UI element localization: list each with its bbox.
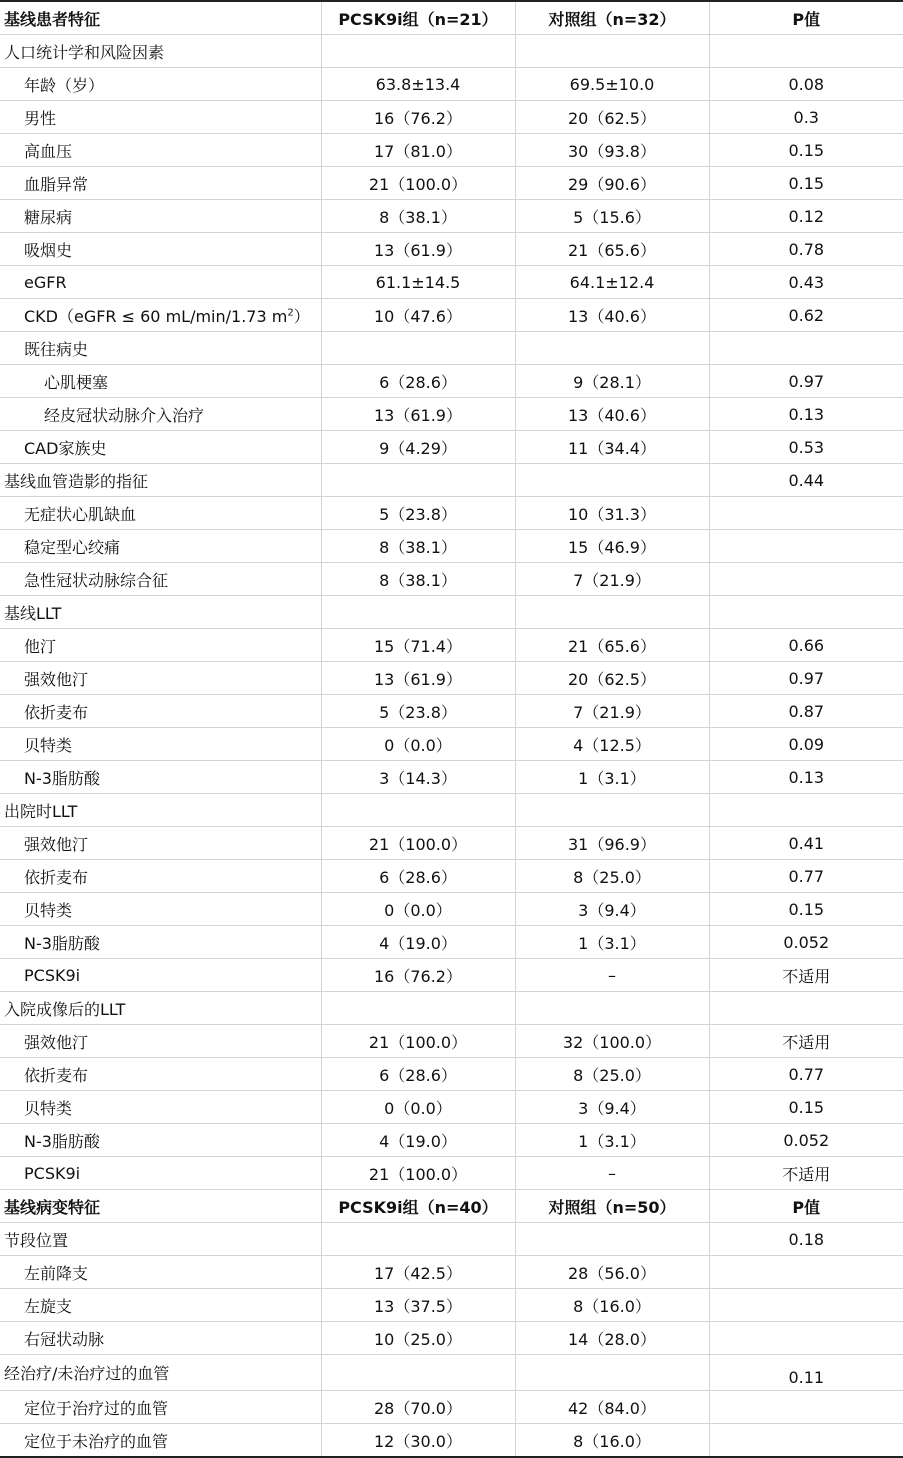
row-label [0, 1424, 321, 1458]
table-row [0, 1157, 903, 1190]
p-value-cell: 不适用 [709, 959, 903, 992]
p-value-cell: 0.97 [709, 365, 903, 398]
control-cell: 31（96.9） [515, 827, 709, 860]
pcsk9i-cell [321, 464, 515, 497]
table-row [0, 299, 903, 332]
control-cell: 8（16.0） [515, 1424, 709, 1458]
row-label [0, 233, 321, 266]
table-row [0, 695, 903, 728]
p-value-cell: 0.62 [709, 299, 903, 332]
row-label [0, 101, 321, 134]
row-label-text: 贝特类 [24, 1098, 73, 1118]
row-label [0, 728, 321, 761]
table-row [0, 167, 903, 200]
control-cell: 64.1±12.4 [515, 266, 709, 299]
row-label-text: 依折麦布 [24, 867, 89, 887]
pcsk9i-cell: 10（25.0） [321, 1322, 515, 1355]
control-cell: 7（21.9） [515, 563, 709, 596]
control-cell: 8（25.0） [515, 1058, 709, 1091]
table-row [0, 926, 903, 959]
row-label [0, 68, 321, 101]
table-row [0, 200, 903, 233]
section-label [0, 35, 321, 68]
section-row [0, 794, 903, 827]
p-value-cell [709, 35, 903, 68]
pcsk9i-cell: 16（76.2） [321, 101, 515, 134]
row-label-text: 右冠状动脉 [24, 1329, 105, 1349]
control-cell: 3（9.4） [515, 893, 709, 926]
pcsk9i-cell: 63.8±13.4 [321, 68, 515, 101]
header-row [0, 1, 903, 35]
row-label [0, 266, 321, 299]
table-row [0, 728, 903, 761]
table-row [0, 893, 903, 926]
p-value-cell: 0.3 [709, 101, 903, 134]
pcsk9i-cell: 21（100.0） [321, 1025, 515, 1058]
section-label [0, 1223, 321, 1256]
row-label [0, 332, 321, 365]
row-label-text: N-3脂肪酸 [24, 933, 100, 953]
table-row [0, 1025, 903, 1058]
control-cell: 14（28.0） [515, 1322, 709, 1355]
row-label-text: 强效他汀 [24, 669, 89, 689]
control-cell: 28（56.0） [515, 1256, 709, 1289]
row-label-text: 依折麦布 [24, 702, 89, 722]
row-label-text: 吸烟史 [24, 240, 73, 260]
pcsk9i-cell: 13（61.9） [321, 662, 515, 695]
p-value-cell: 0.41 [709, 827, 903, 860]
pcsk9i-cell [321, 596, 515, 629]
row-label [0, 860, 321, 893]
row-label [0, 431, 321, 464]
row-label [0, 167, 321, 200]
section-row [0, 596, 903, 629]
row-label [0, 1322, 321, 1355]
row-label-text: 急性冠状动脉综合征 [24, 570, 169, 590]
control-cell: 3（9.4） [515, 1091, 709, 1124]
pcsk9i-cell: 4（19.0） [321, 926, 515, 959]
section-label [0, 1355, 321, 1391]
p-value-cell [709, 1391, 903, 1424]
table-row [0, 563, 903, 596]
row-label [0, 1058, 321, 1091]
section-label [0, 596, 321, 629]
table-row [0, 1256, 903, 1289]
p-value-cell: 0.87 [709, 695, 903, 728]
pcsk9i-cell: 28（70.0） [321, 1391, 515, 1424]
p-value-cell: 0.11 [709, 1355, 903, 1391]
p-value-cell: 0.97 [709, 662, 903, 695]
row-label-text: 男性 [24, 108, 57, 128]
p-value-cell: 不适用 [709, 1025, 903, 1058]
pcsk9i-cell: 17（42.5） [321, 1256, 515, 1289]
p-value-cell [709, 1289, 903, 1322]
pcsk9i-cell: 8（38.1） [321, 530, 515, 563]
row-label-text: 血脂异常 [24, 174, 89, 194]
pcsk9i-cell: 13（61.9） [321, 233, 515, 266]
table-row [0, 662, 903, 695]
control-cell: 21（65.6） [515, 233, 709, 266]
pcsk9i-cell: 8（38.1） [321, 200, 515, 233]
p-value-cell [709, 497, 903, 530]
row-label [0, 1157, 321, 1190]
control-cell: 21（65.6） [515, 629, 709, 662]
p-value-cell: 0.18 [709, 1223, 903, 1256]
control-cell: 4（12.5） [515, 728, 709, 761]
row-label [0, 1289, 321, 1322]
control-cell [515, 35, 709, 68]
row-label-text: 稳定型心绞痛 [24, 537, 121, 557]
p-value-cell: 0.15 [709, 893, 903, 926]
table-row [0, 68, 903, 101]
section-label [0, 992, 321, 1025]
table-row [0, 1424, 903, 1458]
row-label [0, 827, 321, 860]
row-label-text: 入院成像后的LLT [4, 999, 126, 1019]
p-value-cell: 0.13 [709, 398, 903, 431]
row-label [0, 563, 321, 596]
p-value-cell: 0.15 [709, 134, 903, 167]
row-label-text: 年龄（岁） [24, 75, 105, 95]
row-label-text: 人口统计学和风险因素 [4, 42, 165, 62]
p-value-cell: 0.12 [709, 200, 903, 233]
p-value-cell: 0.53 [709, 431, 903, 464]
control-cell: 1（3.1） [515, 761, 709, 794]
table-body [0, 1, 903, 1457]
control-cell: 32（100.0） [515, 1025, 709, 1058]
pcsk9i-cell: 9（4.29） [321, 431, 515, 464]
row-label [0, 959, 321, 992]
column-header: 对照组（n=32） [515, 1, 709, 35]
control-cell: 30（93.8） [515, 134, 709, 167]
row-label-text: CKD（eGFR ≤ 60 mL/min/1.73 m [24, 306, 288, 326]
row-label [0, 629, 321, 662]
row-label [0, 365, 321, 398]
row-label [0, 695, 321, 728]
control-cell: 8（25.0） [515, 860, 709, 893]
row-label-text: N-3脂肪酸 [24, 1131, 100, 1151]
table-row [0, 101, 903, 134]
section-row [0, 35, 903, 68]
pcsk9i-cell [321, 1223, 515, 1256]
table-row [0, 1124, 903, 1157]
control-cell: 1（3.1） [515, 1124, 709, 1157]
p-value-cell [709, 530, 903, 563]
table-row [0, 530, 903, 563]
pcsk9i-cell: 10（47.6） [321, 299, 515, 332]
row-label-text: 贝特类 [24, 900, 73, 920]
pcsk9i-cell: 13（37.5） [321, 1289, 515, 1322]
pcsk9i-cell: 8（38.1） [321, 563, 515, 596]
control-cell [515, 794, 709, 827]
control-cell: – [515, 959, 709, 992]
p-value-cell: 0.77 [709, 860, 903, 893]
pcsk9i-cell: 6（28.6） [321, 1058, 515, 1091]
pcsk9i-cell: 0（0.0） [321, 728, 515, 761]
table-row [0, 398, 903, 431]
p-value-cell: 0.052 [709, 926, 903, 959]
row-label [0, 662, 321, 695]
column-header: PCSK9i组（n=21） [321, 1, 515, 35]
pcsk9i-cell: 4（19.0） [321, 1124, 515, 1157]
p-value-cell: 0.44 [709, 464, 903, 497]
table-row [0, 365, 903, 398]
p-value-cell: 0.66 [709, 629, 903, 662]
pcsk9i-cell: 6（28.6） [321, 860, 515, 893]
table-row [0, 629, 903, 662]
p-value-cell [709, 332, 903, 365]
control-cell: 42（84.0） [515, 1391, 709, 1424]
table-row [0, 1322, 903, 1355]
control-cell: 13（40.6） [515, 398, 709, 431]
control-cell [515, 464, 709, 497]
column-header: P值 [709, 1, 903, 35]
row-label-text: 基线LLT [4, 603, 62, 623]
pcsk9i-cell: 0（0.0） [321, 893, 515, 926]
section-row [0, 992, 903, 1025]
table-row [0, 827, 903, 860]
table-row [0, 860, 903, 893]
section-label [0, 464, 321, 497]
p-value-cell: 不适用 [709, 1157, 903, 1190]
table-row [0, 266, 903, 299]
row-label-text: 经治疗/未治疗过的血管 [4, 1364, 170, 1383]
control-cell [515, 596, 709, 629]
pcsk9i-cell [321, 35, 515, 68]
column-header: 对照组（n=50） [515, 1190, 709, 1223]
control-cell: 11（34.4） [515, 431, 709, 464]
row-label-text: 经皮冠状动脉介入治疗 [44, 405, 205, 425]
row-label-text: 高血压 [24, 141, 73, 161]
row-label [0, 497, 321, 530]
control-cell: 5（15.6） [515, 200, 709, 233]
table-row [0, 233, 903, 266]
control-cell: 1（3.1） [515, 926, 709, 959]
header-label: 基线患者特征 [0, 1, 321, 35]
row-label-text: 糖尿病 [24, 207, 73, 227]
p-value-cell [709, 794, 903, 827]
row-label [0, 761, 321, 794]
row-label-suffix: ） [293, 306, 310, 326]
control-cell: 20（62.5） [515, 101, 709, 134]
p-value-cell: 0.78 [709, 233, 903, 266]
control-cell: 20（62.5） [515, 662, 709, 695]
row-label-text: 无症状心肌缺血 [24, 504, 137, 524]
row-label [0, 134, 321, 167]
section-row [0, 1355, 903, 1391]
section-label [0, 794, 321, 827]
p-value-cell [709, 1424, 903, 1458]
row-label-text: PCSK9i [24, 965, 81, 985]
superscript: 2 [287, 307, 294, 319]
pcsk9i-cell: 12（30.0） [321, 1424, 515, 1458]
control-cell: 7（21.9） [515, 695, 709, 728]
table-row [0, 761, 903, 794]
p-value-cell: 0.77 [709, 1058, 903, 1091]
control-cell: 9（28.1） [515, 365, 709, 398]
row-label-text: N-3脂肪酸 [24, 768, 100, 788]
pcsk9i-cell: 21（100.0） [321, 1157, 515, 1190]
header-row [0, 1190, 903, 1223]
control-cell [515, 1355, 709, 1391]
pcsk9i-cell: 5（23.8） [321, 497, 515, 530]
p-value-cell [709, 1256, 903, 1289]
p-value-cell: 0.13 [709, 761, 903, 794]
row-label-text: 定位于未治疗的血管 [24, 1431, 169, 1451]
table-row [0, 134, 903, 167]
table-row [0, 959, 903, 992]
row-label [0, 893, 321, 926]
table-row [0, 1091, 903, 1124]
row-label-text: 心肌梗塞 [44, 372, 109, 392]
pcsk9i-cell: 17（81.0） [321, 134, 515, 167]
table-row [0, 431, 903, 464]
header-label: 基线病变特征 [0, 1190, 321, 1223]
control-cell: 13（40.6） [515, 299, 709, 332]
pcsk9i-cell [321, 992, 515, 1025]
table-row [0, 1391, 903, 1424]
column-header: P值 [709, 1190, 903, 1223]
table-row [0, 497, 903, 530]
row-label-text: 出院时LLT [4, 801, 78, 821]
row-label-text: eGFR [24, 272, 67, 292]
control-cell: 69.5±10.0 [515, 68, 709, 101]
pcsk9i-cell: 15（71.4） [321, 629, 515, 662]
row-label-text: 依折麦布 [24, 1065, 89, 1085]
p-value-cell: 0.15 [709, 1091, 903, 1124]
pcsk9i-cell: 5（23.8） [321, 695, 515, 728]
section-row [0, 1223, 903, 1256]
row-label [0, 530, 321, 563]
table-row [0, 332, 903, 365]
row-label [0, 200, 321, 233]
row-label-text: 贝特类 [24, 735, 73, 755]
row-label-text: 定位于治疗过的血管 [24, 1398, 169, 1418]
row-label-text: 基线血管造影的指征 [4, 471, 149, 491]
control-cell: 15（46.9） [515, 530, 709, 563]
row-label-text: 他汀 [24, 636, 57, 656]
row-label-text: PCSK9i [24, 1163, 81, 1183]
table-row [0, 1058, 903, 1091]
p-value-cell [709, 563, 903, 596]
row-label [0, 1256, 321, 1289]
row-label [0, 1091, 321, 1124]
control-cell [515, 332, 709, 365]
pcsk9i-cell [321, 1355, 515, 1391]
row-label-text: 强效他汀 [24, 834, 89, 854]
p-value-cell: 0.052 [709, 1124, 903, 1157]
row-label-text: 既往病史 [24, 339, 89, 359]
pcsk9i-cell: 61.1±14.5 [321, 266, 515, 299]
pcsk9i-cell: 21（100.0） [321, 827, 515, 860]
control-cell [515, 1223, 709, 1256]
row-label [0, 1124, 321, 1157]
control-cell: – [515, 1157, 709, 1190]
section-row [0, 464, 903, 497]
row-label [0, 398, 321, 431]
control-cell: 10（31.3） [515, 497, 709, 530]
pcsk9i-cell: 16（76.2） [321, 959, 515, 992]
row-label-text: 左旋支 [24, 1296, 73, 1316]
p-value-cell: 0.43 [709, 266, 903, 299]
pcsk9i-cell: 0（0.0） [321, 1091, 515, 1124]
pcsk9i-cell [321, 332, 515, 365]
row-label-text: 强效他汀 [24, 1032, 89, 1052]
p-value-cell [709, 596, 903, 629]
pcsk9i-cell [321, 794, 515, 827]
row-label [0, 1391, 321, 1424]
row-label [0, 299, 321, 332]
p-value-cell: 0.15 [709, 167, 903, 200]
pcsk9i-cell: 6（28.6） [321, 365, 515, 398]
row-label-text: 节段位置 [4, 1230, 69, 1250]
control-cell: 29（90.6） [515, 167, 709, 200]
row-label [0, 1025, 321, 1058]
p-value-cell: 0.09 [709, 728, 903, 761]
pcsk9i-cell: 21（100.0） [321, 167, 515, 200]
p-value-cell [709, 992, 903, 1025]
p-value-cell [709, 1322, 903, 1355]
p-value-cell: 0.08 [709, 68, 903, 101]
control-cell [515, 992, 709, 1025]
row-label [0, 926, 321, 959]
pcsk9i-cell: 13（61.9） [321, 398, 515, 431]
control-cell: 8（16.0） [515, 1289, 709, 1322]
row-label-text: 左前降支 [24, 1263, 89, 1283]
row-label-text: CAD家族史 [24, 438, 107, 458]
pcsk9i-cell: 3（14.3） [321, 761, 515, 794]
table-row [0, 1289, 903, 1322]
column-header: PCSK9i组（n=40） [321, 1190, 515, 1223]
